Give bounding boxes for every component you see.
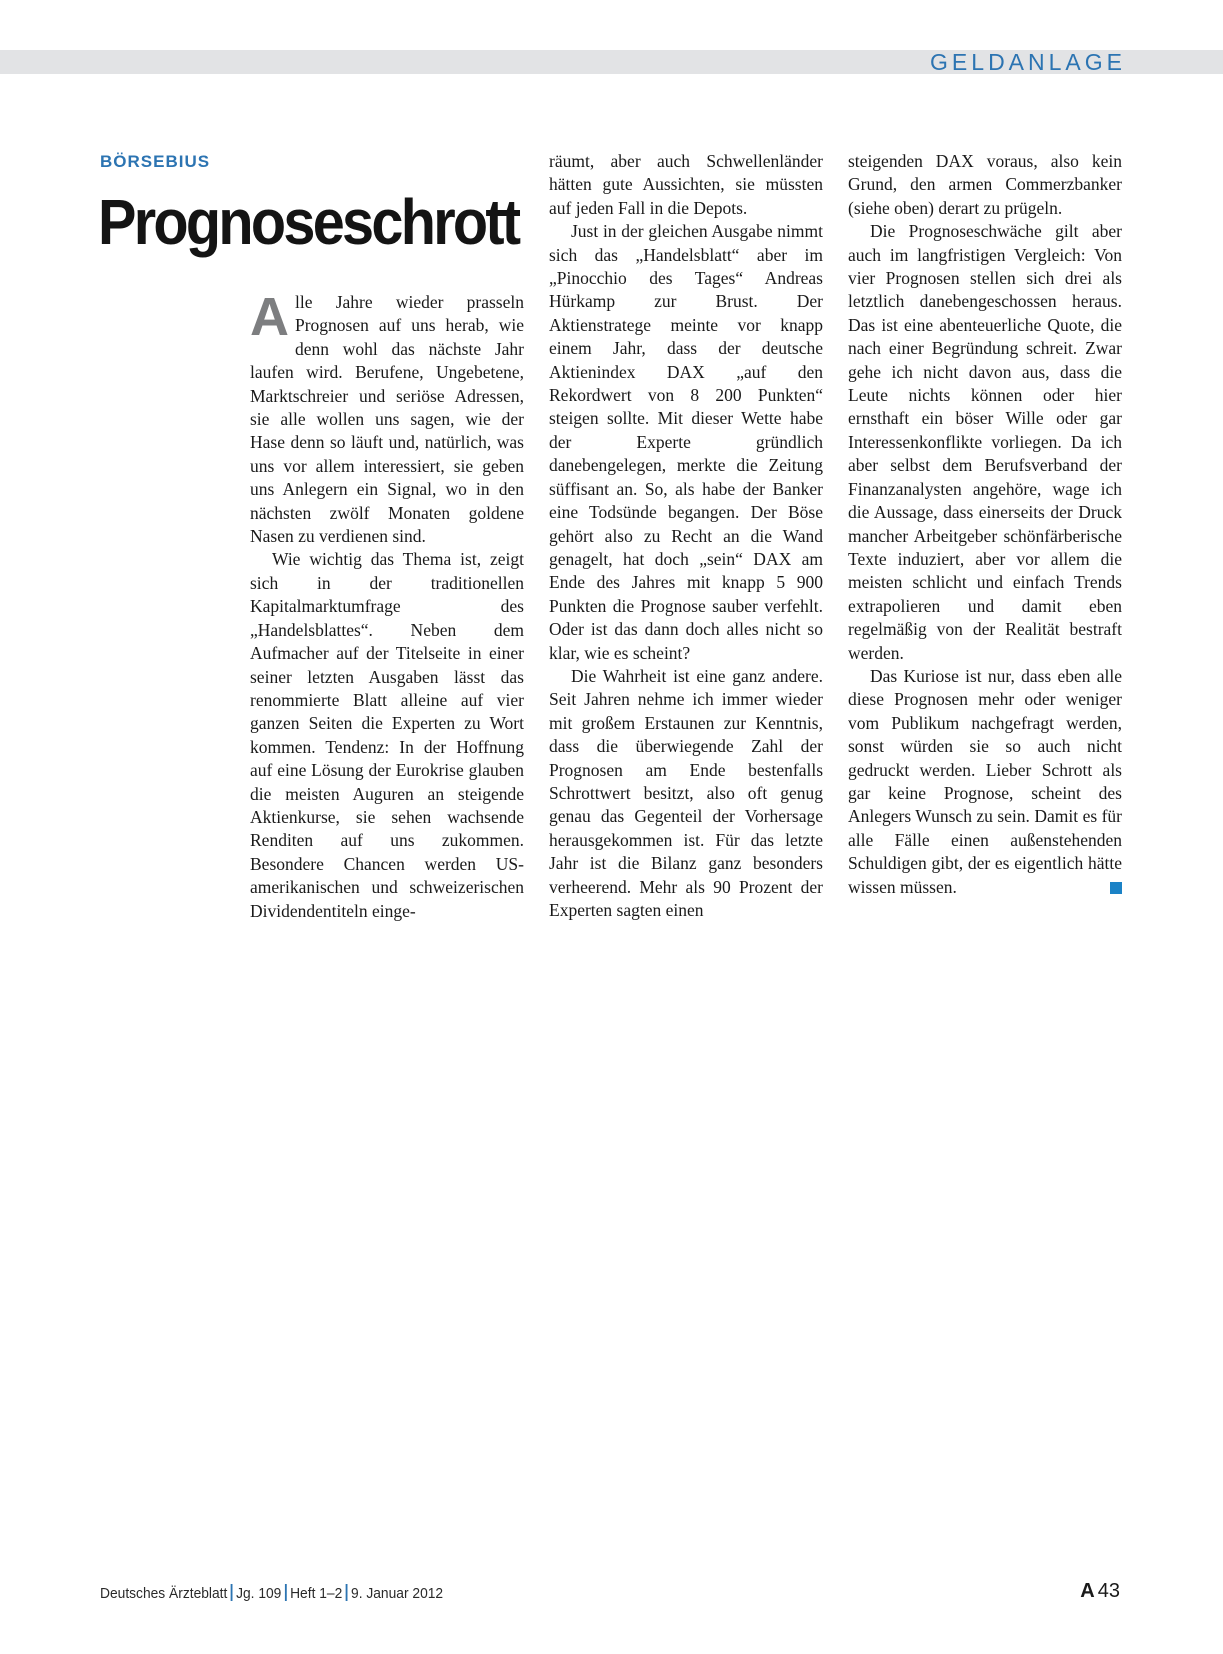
paragraph [250,287,524,548]
paragraph: räumt, aber auch Schwellenländer hätten gute Aussichten, sie müssten auf jeden Fall in die Depots. [549,151,823,218]
paragraph: Die Prognoseschwäche gilt aber auch im langfristigen Vergleich: Von vier Prognosen stellen sich drei als letztlich danebengeschossen heraus. Das ist eine abenteuerliche Quote, die nach einer Begründung schreit. Zwar gehe ich nicht davon aus, dass die Leute nichts können oder hier ernsthaft ein böser Wille oder gar Interessenkonflikte vorliegen. Da ich aber selbst dem Berufsverband der Finanzanalysten angehöre, wage ich die Aussage, dass einerseits der Druck mancher Arbeitgeber schönfärberische Texte induziert, aber vor allem die meisten schlicht und einfach Trends extrapolieren und damit eben regelmäßig von der Realität bestraft werden. [848,221,1122,663]
paragraph: Just in der gleichen Ausgabe nimmt sich das „Handelsblatt“ aber im „Pinocchio des Tages“ Andreas Hürkamp zur Brust. Der Aktienstratege meinte vor knapp einem Jahr, dass der deutsche Aktienindex DAX „auf den Rekordwert von 8 200 Punkten“ steigen sollte. Mit dieser Wette habe der Experte gründlich danebengelegen, merkte die Zeitung süffisant an. So, als habe der Banker eine Todsünde begangen. Der Böse gehört also zu Recht an die Wand genagelt, hat doch „sein“ DAX am Ende des Jahres mit knapp 5 900 Punkten die Prognose sauber verfehlt. Oder ist das dann doch alles nicht so klar, wie es scheint? [549,221,823,663]
footer-citation [100,1584,443,1602]
paragraph: Die Wahrheit ist eine ganz andere. Seit Jahren nehme ich immer wieder mit großem Erstaunen zur Kenntnis, dass die überwiegende Zahl der Prognosen am Ende bestenfalls Schrottwert besitzt, also oft genug genau das Gegenteil der Vorhersage herausgekommen ist. Für das letzte Jahr ist die Bilanz ganz besonders verheerend. Mehr als 90 Prozent der Experten sagten einen [549,665,823,920]
section-label: GELDANLAGE [930,49,1126,75]
drop-cap: A [250,287,289,347]
page-number-value: 43 [1097,1580,1120,1602]
issue-date: 9. Januar 2012 [351,1585,444,1602]
paragraph-text: lle Jahre wieder prasseln Prognosen auf uns herab, wie denn wohl das nächste Jahr laufen wird. Berufene, Ungebetene, Marktschreier und seriöse Adressen, sie alle wollen uns sagen, wie der Hase denn so läuft und, natürlich, was uns vor allem interessiert, sie geben uns Anlegern ein Signal, wo in den nächsten zwölf Monaten goldene Nasen zu verdienen sind. [250,292,524,547]
paragraph: Wie wichtig das Thema ist, zeigt sich in der traditionellen Kapitalmarktumfrage des „Handelsblattes“. Neben dem Aufmacher auf der Titelseite in einer seiner letzten Ausgaben lässt das renommierte Blatt alleine auf vier ganzen Seiten die Experten zu Wort kommen. Tendenz: In der Hoffnung auf eine Lösung der Eurokrise glauben die meisten Auguren an steigende Aktienkurse, sie sehen wachsende Renditen auf uns zukommen. Besondere Chancen werden US-amerikanischen und schweizerischen Dividendentiteln einge- [250,549,524,921]
paragraph-text: Das Kuriose ist nur, dass eben alle diese Prognosen mehr oder weniger vom Publikum nachgefragt werden, sonst würden sie so auch nicht gedruckt werden. Lieber Schrott als gar keine Prognose, scheint des Anlegers Wunsch zu sein. Damit es für alle Fälle einen außenstehenden Schuldigen gibt, der es eigentlich hätte wissen müssen. [848,665,1122,897]
separator [231,1584,232,1601]
headline: Prognoseschrott [98,186,519,258]
journal-name: Deutsches Ärzteblatt [100,1585,228,1602]
article-column-2 [549,150,823,922]
article-column-3 [848,150,1122,899]
page-number [1080,1580,1120,1603]
issue: Heft 1–2 [290,1585,343,1602]
separator [346,1584,347,1601]
article-column-1 [250,287,524,923]
paragraph-last [848,665,1122,899]
end-of-article-icon [1110,882,1122,894]
volume: Jg. 109 [236,1585,282,1602]
kicker: BÖRSEBIUS [100,152,211,171]
separator [285,1584,286,1601]
page-prefix: A [1080,1580,1095,1602]
paragraph: steigenden DAX voraus, also kein Grund, den armen Commerzbanker (siehe oben) derart zu prügeln. [848,151,1122,218]
